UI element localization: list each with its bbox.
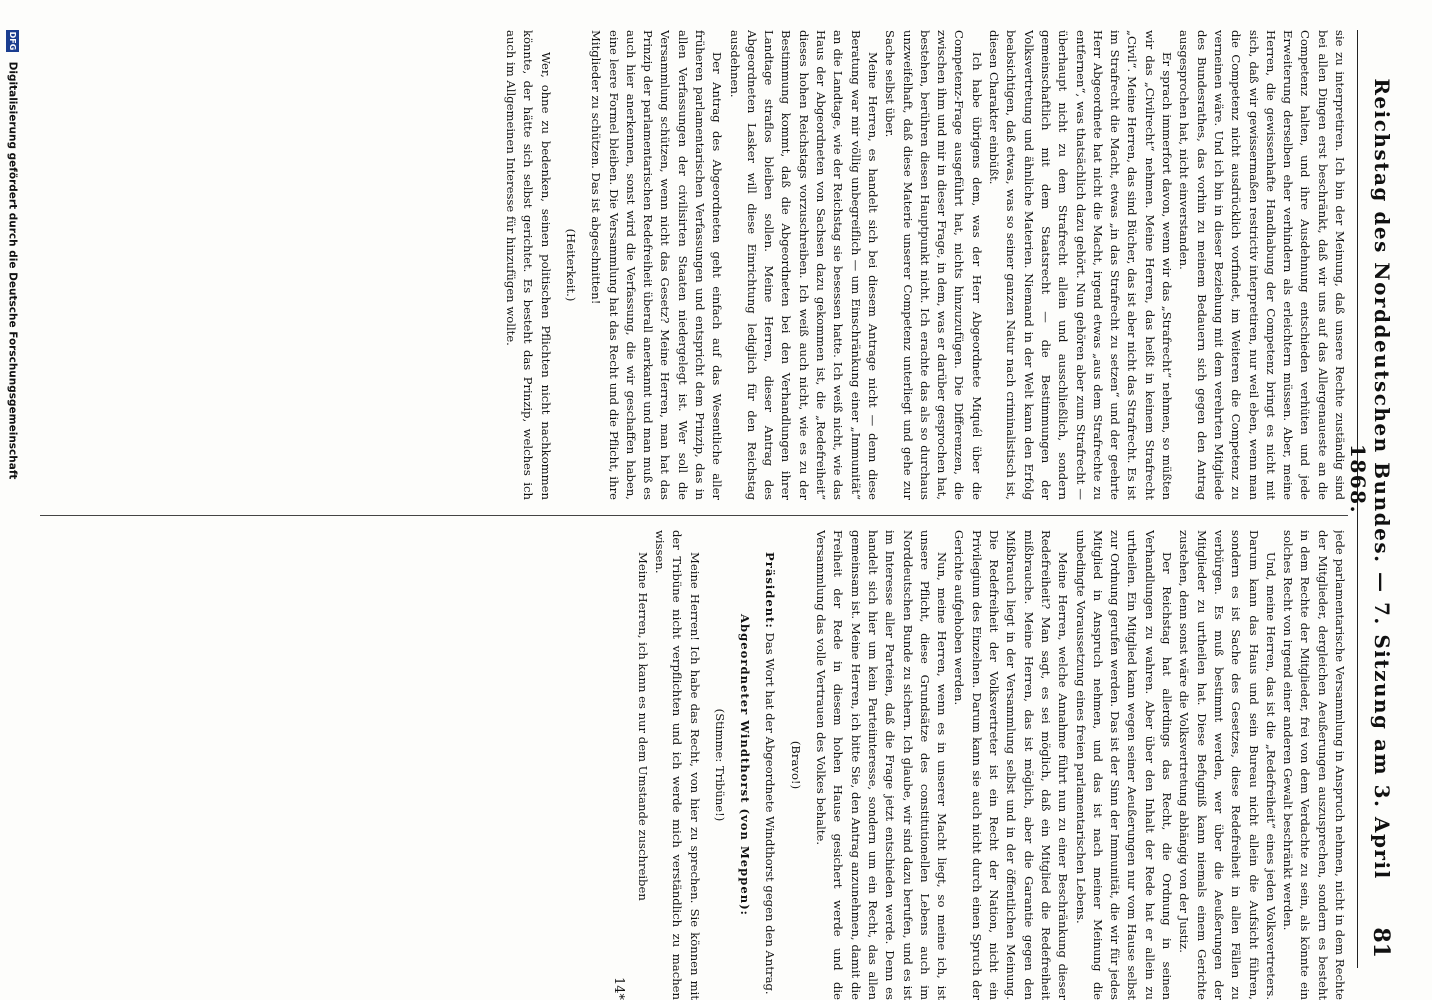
page-content xyxy=(40,30,1414,1000)
signature-mark: 14* xyxy=(611,976,627,1000)
page-number: 81 xyxy=(1368,927,1394,958)
column-divider xyxy=(40,515,1348,516)
text-columns xyxy=(40,30,1348,1000)
page-header xyxy=(1346,30,1414,968)
paragraph: Meine Herren, welche Annahme führt nun zu einer Beschränkung dieser Redefreiheit? Man sagt, es sei möglich, daß ein Mitglied die Redefreiheit mißbrauche. Meine Herren, das ist möglich, aber die Garantie gegen den Mißbrauch liegt in der Versammlung selbst und in der öffentlichen Meinung. Die Redefreiheit der Volksvertreter ist ein Recht der Nation, nicht ein Privilegium des Einzelnen. Darum kann sie auch nicht durch einen Spruch der Gerichte aufgehoben werden. xyxy=(952,530,1071,1000)
audience-reaction: (Stimme: Tribüne!) xyxy=(712,708,727,822)
paragraph: Er sprach immerfort davon, wenn wir das „Strafrecht“ nehmen, so müßten wir das „Civilrecht“ nehmen. Meine Herren, das heißt in keinem Strafrecht „Civil“. Meine Herren, das sind Bücher, das ist aber nicht das Strafrecht. Es ist im Strafrecht die Macht, etwas „in das Strafrecht zu setzen“ und der geehrte Herr Abgeordnete hat nicht die Macht, irgend etwas „aus dem Strafrechte zu entfernen“, was thatsächlich dazu gehört. Nun gehören aber zum Strafrecht — überhaupt nicht zu dem Strafrecht allein und ausschließlich, sondern gemeinschaftlich mit dem Staatsrecht — die Bestimmungen der Volksvertretung und ähnliche Materien. Niemand in der Welt kann den Erfolg beabsichtigen, daß etwas, was so seiner ganzen Natur nach criminalistisch ist, diesen Charakter einbüßt. xyxy=(987,30,1175,500)
paragraph: Meine Herren, es handelt sich bei diesem Antrage nicht — denn diese Beratung war mir völlig unbegreiflich — um Einschränkung einer „Immunität“ an die Landtage, wie der Reichstag sie besessen hatte. Ich weiß nicht, wie das Haus der Abgeordneten von Sachsen dazu gekommen ist, die „Redefreiheit“ dieses hohen Reichstags vorzuschreiben. Ich weiß auch nicht, wie es zu der Bestimmung kommt, daß die Abgeordneten bei den Verhandlungen ihrer Landtage straflos bleiben sollen. Meine Herren, dieser Antrag des Abgeordneten Lasker will diese Einrichtung lediglich für den Reichstag ausdehnen. xyxy=(727,30,880,500)
running-head: Reichstag des Norddeutschen Bundes. — 7. Sitzung am 3. April 1868. xyxy=(1346,78,1394,880)
president-statement xyxy=(761,530,778,1000)
paragraph: sie zu interpretiren. Ich bin der Meinung, daß unsere Rechte zuständig sind bei allen Dingen erst beschränkt, daß wir uns auf das Allergenaueste an die Competenz halten, und ihre Ausdehnung entschieden verhüten und jede Erweiterung derselben eher verhindern als erleichtern müssen. Aber, meine Herren, die gewissenhafte Handhabung der Competenz bringt es nicht mit sich, daß wir gewissermaßen restrictiv interpretiren, nur weil eben, wenn man die Competenz nicht ausdrücklich vorfindet, im Weiteren die Competenz zu verneinen wäre. Und ich bin in dieser Beziehung mit dem verehrten Mitgliede des Bundesrathes, das vorhin zu meinem Bedauern sich gegen den Antrag ausgesprochen hat, nicht einverstanden. xyxy=(1177,30,1347,500)
left-column xyxy=(40,30,1348,500)
paragraph: Nun, meine Herren, wenn es in unserer Macht liegt, so meine ich, ist unsere Pflicht, diese Grundsätze des constitutionellen Lebens auch im Norddeutschen Bunde zu sichern. Ich glaube, wir sind dazu berufen, und es ist im Interesse aller Parteien, daß die Frage jetzt entschieden werde. Denn es handelt sich hier um kein Parteiinteresse, sondern um ein Recht, das allen gemeinsam ist. Meine Herren, ich bitte Sie, den Antrag anzunehmen, damit die Freiheit der Rede in diesem hohen Hause gesichert werde und die Versammlung das volle Vertrauen des Volkes behalte. xyxy=(814,530,950,1000)
paragraph: Ich habe übrigens dem, was der Herr Abgeordnete Miquél über die Competenz-Frage ausgeführt hat, nichts hinzuzufügen. Die Differenzen, die zwischen ihm und mir in dieser Frage, in dem, was er darüber gesprochen hat, bestehen, berühren diesen Hauptpunkt nicht. Ich erachte das als so durchaus unzweifelhaft, daß diese Materie unserer Competenz unterliegt und gehe zur Sache selbst über. xyxy=(883,30,984,500)
paragraph: Wer, ohne zu bedenken, seinen politischen Pflichten nicht nachkommen könnte, der hätte sich selbst gerichtet. Es besteht das Prinzip, welches ich auch im Allgemeinen Interesse für hinzufügen wollte. xyxy=(504,30,553,500)
speaker-label: Präsident: xyxy=(763,552,778,629)
paragraph: Meine Herren, ich kann es nur dem Umstande zuschreiben xyxy=(635,552,650,901)
dfg-logo-icon: DFG xyxy=(8,31,17,51)
digitization-note xyxy=(6,30,19,479)
statement-text: Das Wort hat der Abgeordnete Windthorst gegen den Antrag. xyxy=(763,632,778,995)
right-column xyxy=(40,530,1348,1000)
audience-reaction: (Heiterkeit.) xyxy=(563,228,578,302)
digitization-note-text: Digitalisierung gefördert durch die Deutsche Forschungsgemeinschaft xyxy=(6,61,19,480)
paragraph: Und, meine Herren, das ist die „Redefreiheit“ eines jeden Volksvertreters. Darum kann das Haus und sein Bureau nicht allein die Aufsicht führen, sondern es ist Sache des Gesetzes, diese Redefreiheit in allen Fällen zu verbürgen. Es muß bestimmt werden, wer über die Aeußerungen der Mitglieder zu urtheilen hat. Diese Befugniß kann niemals einem Gerichte zustehen, denn sonst wäre die Volksvertretung abhängig von der Justiz. xyxy=(1177,530,1278,1000)
paragraph: Der Reichstag hat allerdings das Recht, die Ordnung in seinen Verhandlungen zu wahren. Aber über den Inhalt der Rede hat er allein zu urtheilen. Ein Mitglied kann wegen seiner Aeußerungen nur vom Hause selbst zur Ordnung gerufen werden. Das ist der Sinn der Immunität, die wir für jedes Mitglied in Anspruch nehmen, und das ist nach meiner Meinung die unbedingte Voraussetzung eines freien parlamentarischen Lebens. xyxy=(1073,530,1175,1000)
paragraph: jede parlamentarische Versammlung in Anspruch nehmen, nicht in dem Rechte der Mitglieder, dergleichen Aeußerungen auszusprechen, sondern es besteht in dem Rechte der Mitglieder, frei von dem Verdachte zu sein, als könnte ein solches Recht von irgend einer anderen Gewalt beschränkt werden. xyxy=(1281,530,1347,1000)
paragraph: Meine Herren! Ich habe das Recht, von hier zu sprechen. Sie können mit der Tribüne nicht verpflichten und ich werde mich verständlich zu machen wissen. xyxy=(653,530,702,1000)
paragraph: Der Antrag des Abgeordneten geht einfach auf das Wesentliche aller früheren parlamentarischen Verfassungen und entspricht dem Prinzip, das in allen Verfassungen der civilisirten Staaten niedergelegt ist. Wer soll die Versammlung schützen, wenn nicht das Gesetz? Meine Herren, man hat das Prinzip der parlamentarischen Redefreiheit überall anerkannt und man muß es auch hier anerkennen, sonst wird die Verfassung, die wir geschaffen haben, eine leere Formel bleiben. Die Versammlung hat das Recht und die Pflicht, ihre Mitglieder zu schützen. Das ist abgeschnitten! xyxy=(589,30,725,500)
audience-reaction: (Bravo!) xyxy=(788,740,803,790)
speaker-heading: Abgeordneter Windthorst (von Meppen): xyxy=(738,614,753,916)
